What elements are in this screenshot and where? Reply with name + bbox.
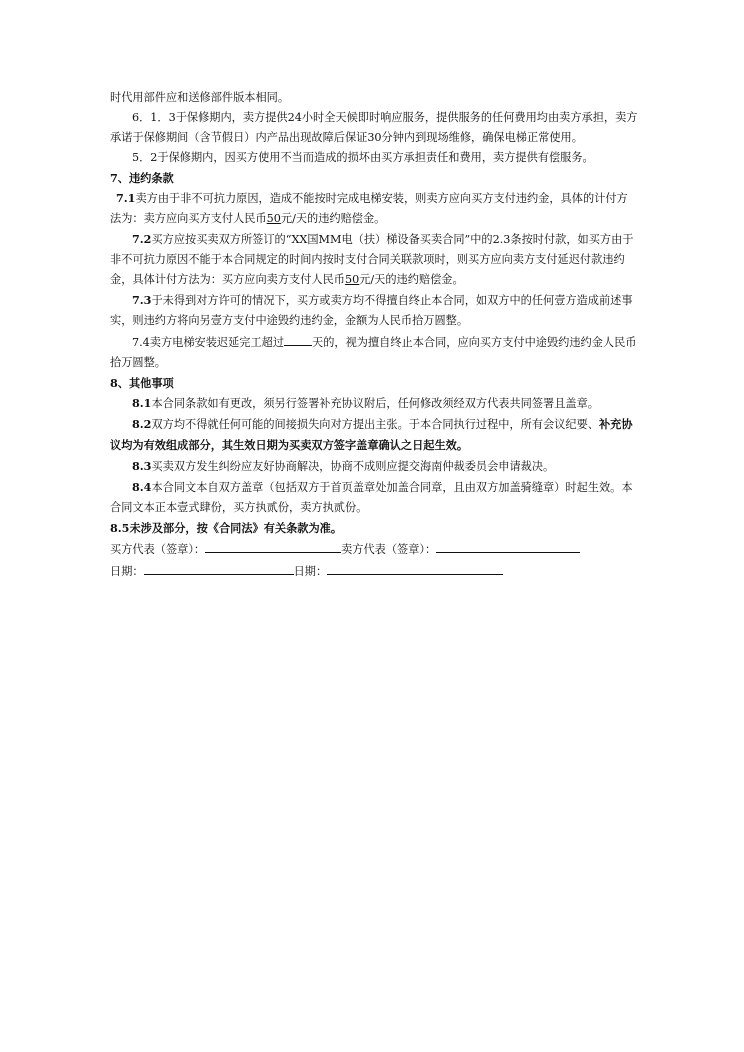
clause-7-3-number: 7.3: [132, 293, 152, 307]
clause-8-1-number: 8.1: [132, 396, 152, 410]
buyer-signature-field[interactable]: [205, 538, 341, 553]
clause-8-2-number: 8.2: [132, 417, 152, 431]
paragraph-8-4: [110, 477, 638, 518]
clause-7-4-text-b: 天的，视为擅自终止本合同，应向买方支付中途毁约违约金人民币拾万圆整。: [110, 336, 637, 369]
paragraph-7-4: [110, 331, 638, 373]
clause-7-2-number: 7.2: [132, 232, 152, 246]
date-row: [110, 560, 638, 582]
date-field-1[interactable]: [144, 560, 294, 575]
clause-8-2-text-b: 补充协议均为有效组成部分，其生效日期为买卖双方签字盖章确认之日起生效。: [110, 417, 633, 452]
paragraph-8-2: [110, 414, 638, 456]
date-label-2: 日期：: [293, 565, 328, 578]
clause-7-1-text-a: 卖方由于非不可抗力原因，造成不能按时完成电梯安装，则卖方应向买方支付违约金，具体的计付方法为：卖方应向买方支付人民币: [110, 192, 628, 225]
clause-8-4-text: 本合同文本自双方盖章（包括双方于首页盖章处加盖合同章，且由双方加盖骑缝章）时起生效。本合同文本正本壹式肆份，买方执贰份，卖方执贰份。: [110, 481, 633, 514]
signature-row: [110, 538, 638, 560]
paragraph-7-1: [110, 188, 638, 229]
paragraph-6-1-3: 6．1．3于保修期内，卖方提供24小时全天候即时响应服务，提供服务的任何费用均由卖方承担，卖方承诺于保修期间（含节假日）内产品出现故障后保证30分钟内到现场维修，确保电梯正常使用。: [110, 111, 638, 144]
clause-7-1-number: 7.1: [116, 191, 136, 205]
contract-page: [110, 88, 638, 582]
clause-7-4-text-a: 7.4卖方电梯安装迟延完工超过: [132, 336, 285, 349]
paragraph-continuation: 时代用部件应和送修部件版本相同。: [110, 91, 290, 104]
clause-7-2-text-b: 元/天的违约赔偿金。: [359, 273, 464, 286]
paragraph-8-3: [110, 456, 638, 477]
seller-signature-field[interactable]: [436, 538, 580, 553]
paragraph-5-2: 5．2于保修期内，因买方使用不当而造成的损坏由买方承担责任和费用，卖方提供有偿服务。: [132, 151, 594, 164]
clause-8-3-text: 买卖双方发生纠纷应友好协商解决，协商不成则应提交海南仲裁委员会申请裁决。: [151, 460, 555, 473]
clause-7-3-text: 于未得到对方许可的情况下，买方或卖方均不得擅自终止本合同，如双方中的任何壹方造成前述事实，则违约方将向另壹方支付中途毁约违约金，金额为人民币拾万圆整。: [110, 294, 633, 327]
clause-8-4-number: 8.4: [132, 480, 152, 494]
section-8-heading: 8、其他事项: [110, 376, 174, 390]
date-label-1: 日期：: [110, 565, 144, 578]
clause-7-2-amount: 50: [344, 273, 360, 286]
paragraph-7-3: [110, 290, 638, 331]
section-7-heading: 7、违约条款: [110, 171, 174, 185]
paragraph-8-1: [110, 393, 638, 414]
clause-7-1-amount: 50: [266, 212, 281, 225]
buyer-rep-label: 买方代表（签章）：: [110, 543, 206, 556]
clause-7-1-text-b: 元/天的违约赔偿金。: [280, 212, 386, 225]
clause-8-3-number: 8.3: [132, 459, 152, 473]
paragraph-8-5: 8.5未涉及部分，按《合同法》有关条款为准。: [110, 521, 343, 535]
clause-8-1-text: 本合同条款如有更改，须另行签署补充协议附后，任何修改须经双方代表共同签署且盖章。: [151, 397, 599, 410]
days-blank-field[interactable]: [284, 331, 312, 346]
paragraph-7-2: [110, 229, 638, 290]
clause-7-2-text-a: 买方应按买卖双方所签订的“XX国MM电（扶）梯设备买卖合同”中的2.3条按时付款，如买方由于非不可抗力原因不能于本合同规定的时间内按时支付合同关联款项时，则买方应向卖方支付延迟付款违约金，具体计付方法为：买方应向卖方支付人民币: [110, 233, 634, 286]
seller-rep-label: 卖方代表（签章）：: [341, 543, 437, 556]
clause-8-2-text-a: 双方均不得就任何可能的间接损失向对方提出主张。于本合同执行过程中，所有会议纪要、: [151, 418, 599, 431]
date-field-2[interactable]: [327, 560, 503, 575]
